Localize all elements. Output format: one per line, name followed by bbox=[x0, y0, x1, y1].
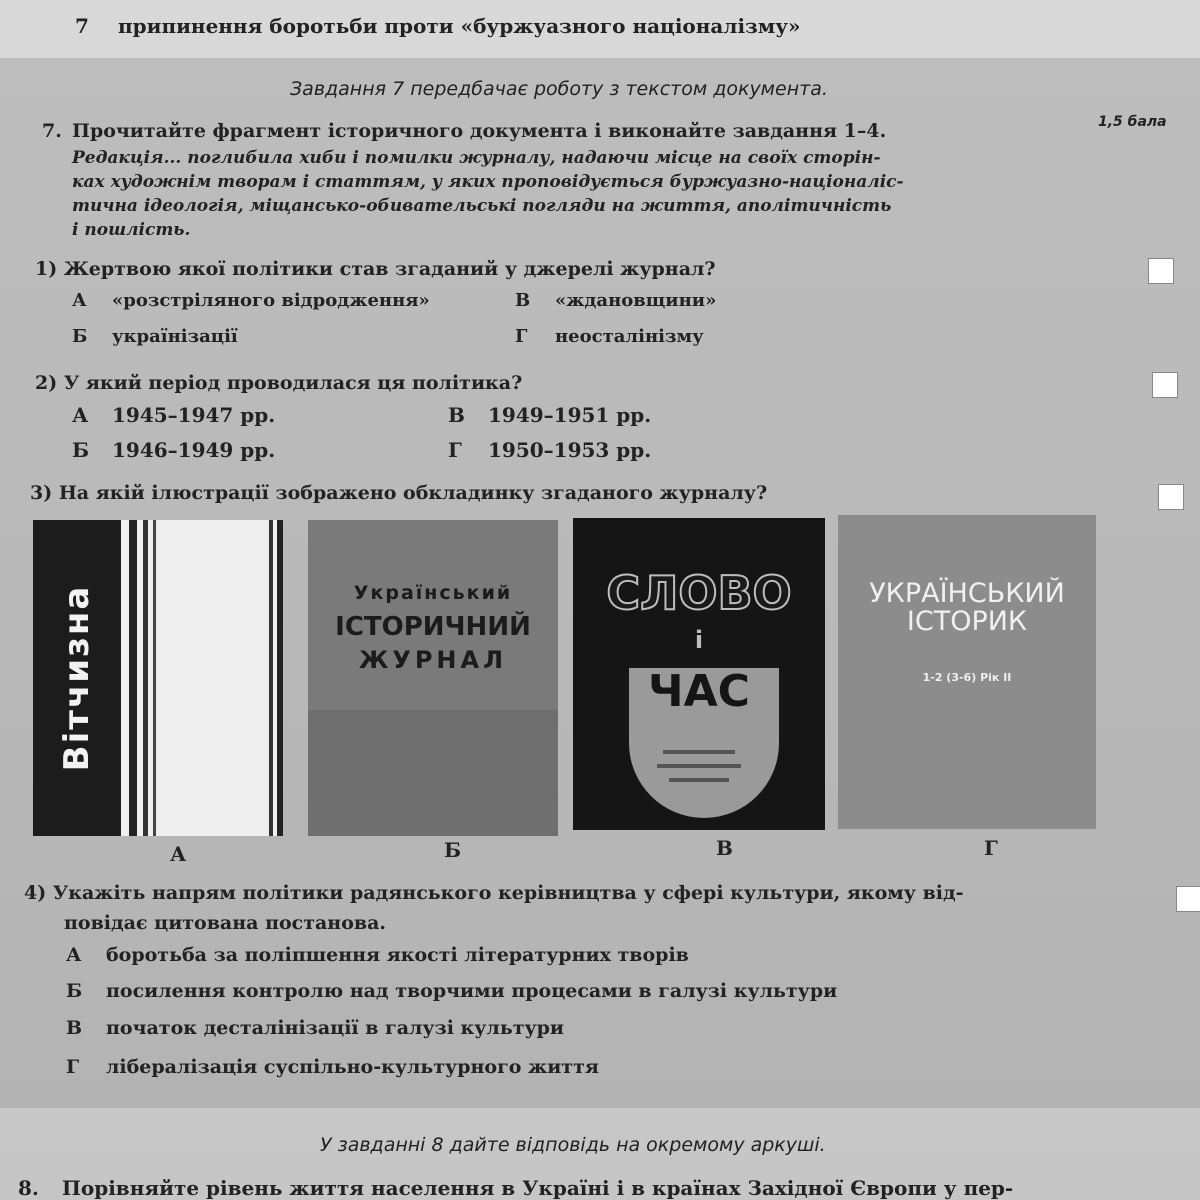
task-number: 7. bbox=[42, 120, 62, 142]
task-points: 1,5 бала bbox=[1098, 114, 1167, 130]
cover-g-issue: 1-2 (3-6) Рік II bbox=[922, 671, 1012, 684]
q2-option-a[interactable]: А 1945–1947 рр. bbox=[72, 403, 276, 427]
top-item-text: припинення боротьби проти «буржуазного націоналізму» bbox=[118, 14, 801, 38]
q4-option-g[interactable]: Г лібералізація суспільно-культурного життя bbox=[66, 1056, 599, 1078]
q2-answer-box[interactable] bbox=[1152, 372, 1178, 398]
cover-b-title-2: ІСТОРИЧНИЙ bbox=[335, 612, 531, 642]
q2-option-v[interactable]: В 1949–1951 рр. bbox=[448, 403, 652, 427]
next-task-number: 8. bbox=[18, 1176, 39, 1200]
cover-g-title-2: ІСТОРИК bbox=[906, 606, 1028, 637]
next-section-note: У завданні 8 дайте відповідь на окремому аркуші. bbox=[320, 1134, 826, 1156]
cover-g-ukrainskyi-istoryk[interactable] bbox=[838, 515, 1096, 829]
q2-option-b[interactable]: Б 1946–1949 рр. bbox=[72, 438, 276, 462]
q1-option-a[interactable]: А «розстріляного відродження» bbox=[72, 290, 430, 311]
section-note: Завдання 7 передбачає роботу з текстом документа. bbox=[290, 78, 828, 100]
cover-v-title-1: СЛОВО bbox=[606, 566, 792, 620]
quote-line: і пошлість. bbox=[72, 220, 191, 240]
q4-question-line: 4) Укажіть напрям політики радянського керівництва у сфері культури, якому від- bbox=[24, 882, 964, 904]
q3-answer-box[interactable] bbox=[1158, 484, 1184, 510]
q4-answer-box[interactable] bbox=[1176, 886, 1200, 912]
cover-b-title-1: Український bbox=[353, 582, 513, 604]
cover-g-title-1: УКРАЇНСЬКИЙ bbox=[869, 578, 1065, 609]
cover-v-title-3: ЧАС bbox=[648, 666, 750, 717]
q2-question: 2) У який період проводилася ця політика? bbox=[35, 372, 523, 394]
quote-line: тична ідеологія, міщансько-обивательські погляди на життя, аполітичність bbox=[72, 196, 892, 216]
cover-b-istorychnyi-zhurnal[interactable] bbox=[308, 520, 558, 836]
top-item-number: 7 bbox=[75, 14, 89, 38]
cover-a-vitchyzna[interactable] bbox=[33, 520, 283, 836]
q4-question bbox=[24, 878, 964, 938]
q2-option-g[interactable]: Г 1950–1953 рр. bbox=[448, 438, 652, 462]
q1-option-b[interactable]: Б українізації bbox=[72, 326, 238, 347]
q1-option-v[interactable]: В «ждановщини» bbox=[515, 290, 717, 311]
cover-v-label: В bbox=[716, 836, 733, 860]
cover-a-label: А bbox=[170, 842, 187, 866]
q1-question: 1) Жертвою якої політики став згаданий у джерелі журнал? bbox=[35, 258, 716, 280]
q4-option-v[interactable]: В початок десталінізації в галузі культури bbox=[66, 1017, 565, 1039]
cover-b-label: Б bbox=[444, 838, 462, 862]
cover-a-title: Вітчизна bbox=[57, 584, 97, 772]
cover-v-title-2: і bbox=[694, 626, 704, 654]
cover-g-label: Г bbox=[984, 836, 998, 860]
q4-question-line: повідає цитована постанова. bbox=[64, 912, 387, 934]
q3-question: 3) На якій ілюстрації зображено обкладинку згаданого журналу? bbox=[30, 482, 768, 504]
quote-line: Редакція... поглибила хиби і помилки журналу, надаючи місце на своїх сторін- bbox=[72, 148, 881, 168]
next-task-text: Порівняйте рівень життя населення в Україні і в країнах Західної Європи у пер- bbox=[62, 1176, 1014, 1200]
q4-option-b[interactable]: Б посилення контролю над творчими процесами в галузі культури bbox=[66, 980, 838, 1002]
q1-option-g[interactable]: Г неосталінізму bbox=[515, 326, 704, 347]
cover-b-title-3: ЖУРНАЛ bbox=[358, 646, 508, 674]
q4-option-a[interactable]: А боротьба за поліпшення якості літературних творів bbox=[66, 944, 689, 966]
cover-v-slovo-i-chas[interactable] bbox=[573, 518, 825, 830]
q1-answer-box[interactable] bbox=[1148, 258, 1174, 284]
document-quote bbox=[72, 146, 904, 242]
quote-line: ках художнім творам і статтям, у яких проповідується буржуазно-націоналіс- bbox=[72, 172, 904, 192]
task-prompt: Прочитайте фрагмент історичного документа і виконайте завдання 1–4. bbox=[72, 120, 887, 142]
